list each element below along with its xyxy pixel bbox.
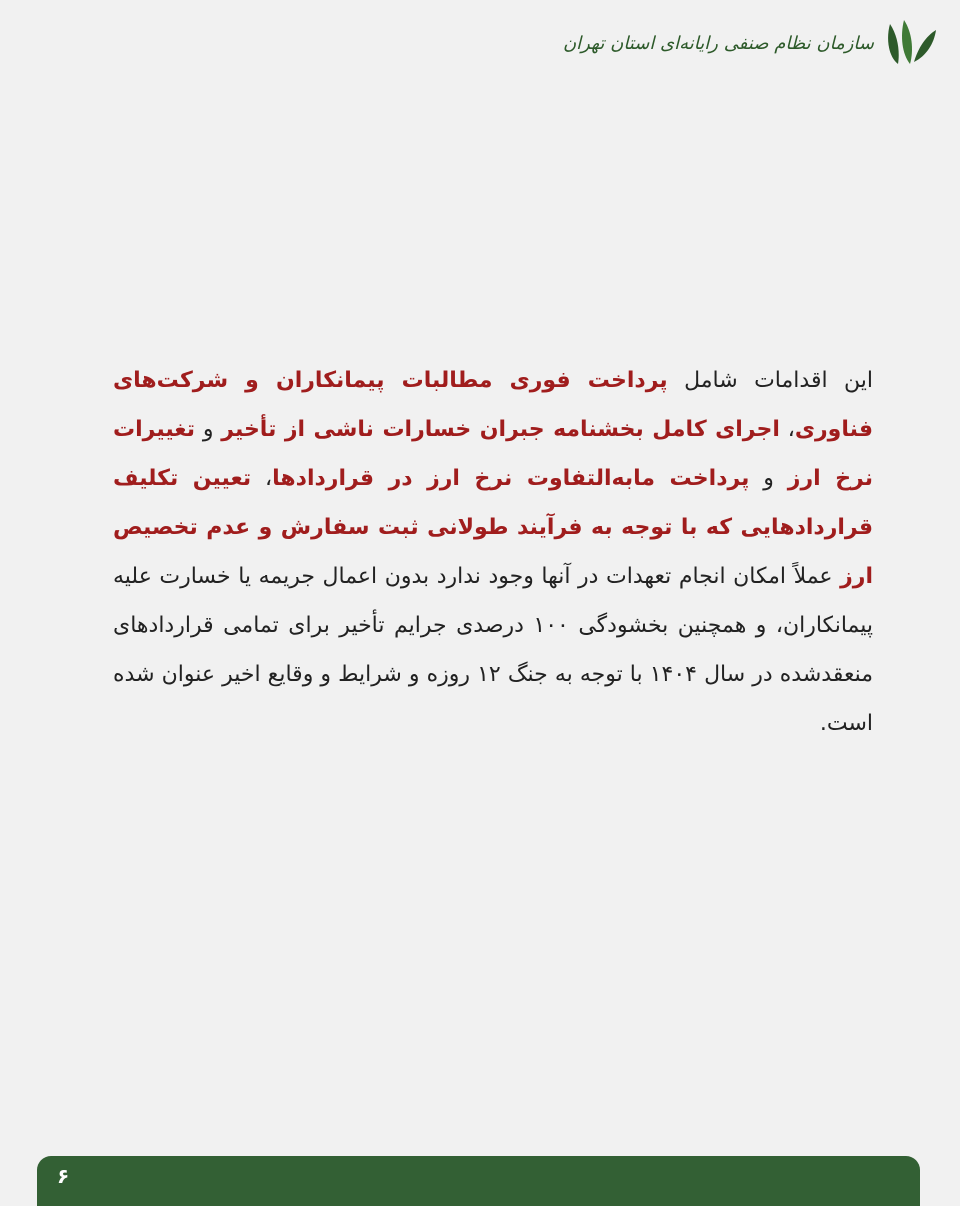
highlighted-phrase: پرداخت فوری مطالبات پیمانکاران و شرکت‌های فناوری (113, 368, 873, 442)
body-text: ، (779, 417, 795, 442)
body-text: ، (251, 466, 273, 491)
highlighted-phrase: تعیین تکلیف قراردادهایی که با توجه به فرآیند طولانی ثبت سفارش و عدم تخصیص ارز (113, 466, 873, 589)
highlighted-phrase: پرداخت مابه‌التفاوت نرخ ارز در قراردادها (272, 466, 750, 491)
page-number: ۶ (57, 1164, 70, 1188)
leaf-emblem-icon (884, 18, 938, 68)
highlighted-phrase: تغییرات نرخ ارز (113, 417, 873, 491)
body-text: عملاً امکان انجام تعهدات در آنها وجود ندارد بدون اعمال جریمه یا خسارت علیه پیمانکاران، و همچنین بخشودگی ۱۰۰ درصدی جرایم تأخیر برای تمامی قراردادهای منعقدشده در سال ۱۴۰۴ با توجه به جنگ ۱۲ روزه و شرایط و وقایع اخیر عنوان شده است. (113, 564, 874, 736)
org-name: سازمان نظام صنفی رایانه‌ای استان تهران (562, 32, 874, 54)
footer-bar (37, 1156, 920, 1206)
header (563, 18, 938, 68)
body-text: این اقدامات شامل (667, 368, 873, 393)
body-text: و (749, 466, 788, 491)
highlighted-phrase: اجرای کامل بخشنامه جبران خسارات ناشی از تأخیر (221, 417, 780, 442)
body-text: و (194, 417, 222, 442)
body-paragraph (113, 356, 873, 748)
